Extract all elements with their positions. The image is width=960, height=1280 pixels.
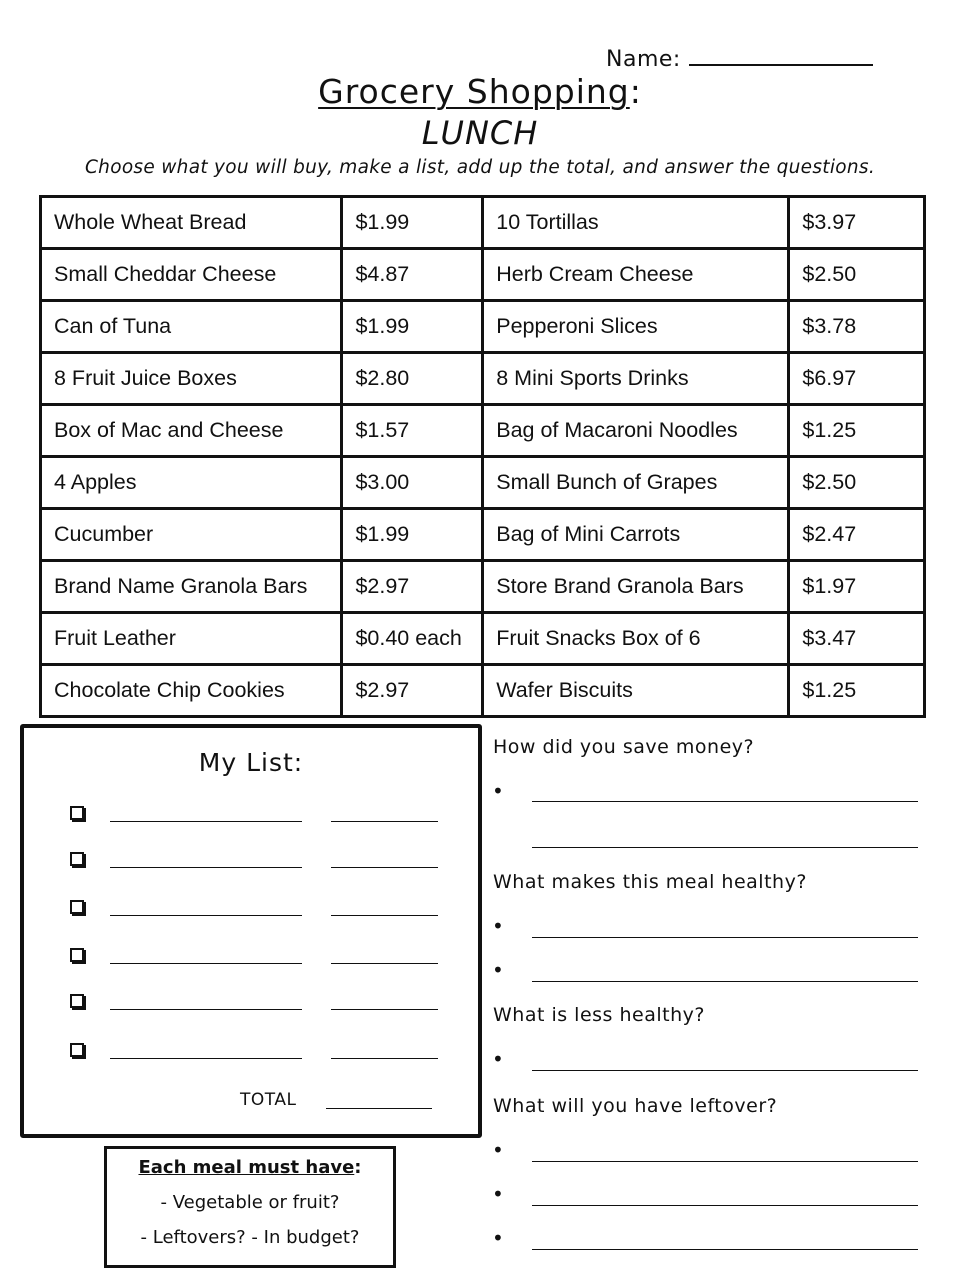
price-blank-line[interactable]: [331, 1058, 438, 1059]
price-row: [41, 249, 925, 301]
checkbox-icon[interactable]: [70, 994, 84, 1008]
meal-requirements-heading-colon: :: [354, 1157, 362, 1178]
price-blank-line[interactable]: [331, 963, 438, 964]
total-label: TOTAL: [240, 1090, 297, 1110]
price-table-body: [41, 197, 925, 717]
price-cell: $3.47: [789, 613, 925, 665]
item-name-cell: Box of Mac and Cheese: [41, 405, 342, 457]
answer-line[interactable]: [532, 1070, 918, 1071]
price-cell: $0.40 each: [342, 613, 483, 665]
item-name-cell: Fruit Snacks Box of 6: [483, 613, 789, 665]
item-name-cell: 8 Fruit Juice Boxes: [41, 353, 342, 405]
price-cell: $2.50: [789, 249, 925, 301]
meal-requirement-line: - Vegetable or fruit?: [160, 1192, 340, 1213]
price-cell: $2.47: [789, 509, 925, 561]
answer-line[interactable]: [532, 847, 918, 848]
item-name-cell: Wafer Biscuits: [483, 665, 789, 717]
item-blank-line[interactable]: [110, 963, 302, 964]
price-row: [41, 197, 925, 249]
item-blank-line[interactable]: [110, 1009, 302, 1010]
price-cell: $3.78: [789, 301, 925, 353]
price-cell: $2.80: [342, 353, 483, 405]
price-table: [39, 195, 926, 718]
checkbox-icon[interactable]: [70, 852, 84, 866]
item-name-cell: 8 Mini Sports Drinks: [483, 353, 789, 405]
question-healthy: What makes this meal healthy?: [493, 871, 807, 893]
item-name-cell: Fruit Leather: [41, 613, 342, 665]
price-row: [41, 353, 925, 405]
price-cell: $1.57: [342, 405, 483, 457]
price-cell: $1.25: [789, 405, 925, 457]
item-name-cell: Bag of Mini Carrots: [483, 509, 789, 561]
answer-line[interactable]: [532, 937, 918, 938]
price-row: [41, 561, 925, 613]
price-cell: $2.97: [342, 561, 483, 613]
item-name-cell: Brand Name Granola Bars: [41, 561, 342, 613]
price-row: [41, 301, 925, 353]
meal-requirements-heading: [107, 1157, 393, 1178]
item-blank-line[interactable]: [110, 867, 302, 868]
question-save-money: How did you save money?: [493, 736, 755, 758]
my-list-box: [20, 724, 482, 1138]
answer-line[interactable]: [532, 801, 918, 802]
bullet: •: [492, 1138, 504, 1162]
answer-line[interactable]: [532, 1249, 918, 1250]
price-cell: $3.97: [789, 197, 925, 249]
price-cell: $4.87: [342, 249, 483, 301]
price-cell: $1.99: [342, 301, 483, 353]
item-name-cell: 10 Tortillas: [483, 197, 789, 249]
question-leftover: What will you have leftover?: [493, 1095, 778, 1117]
bullet: •: [492, 958, 504, 982]
item-blank-line[interactable]: [110, 821, 302, 822]
meal-requirement-line: - Leftovers? - In budget?: [140, 1227, 360, 1248]
item-name-cell: Can of Tuna: [41, 301, 342, 353]
item-name-cell: Small Bunch of Grapes: [483, 457, 789, 509]
checkbox-icon[interactable]: [70, 1043, 84, 1057]
question-less-healthy: What is less healthy?: [493, 1004, 705, 1026]
price-row: [41, 613, 925, 665]
item-name-cell: Chocolate Chip Cookies: [41, 665, 342, 717]
item-name-cell: 4 Apples: [41, 457, 342, 509]
answer-line[interactable]: [532, 981, 918, 982]
name-field: [606, 46, 873, 72]
item-name-cell: Pepperoni Slices: [483, 301, 789, 353]
price-cell: $2.50: [789, 457, 925, 509]
price-cell: $6.97: [789, 353, 925, 405]
price-cell: $3.00: [342, 457, 483, 509]
price-cell: $1.99: [342, 509, 483, 561]
price-row: [41, 665, 925, 717]
name-label: Name:: [606, 47, 681, 72]
bullet: •: [492, 914, 504, 938]
item-name-cell: Cucumber: [41, 509, 342, 561]
name-blank-line[interactable]: [689, 46, 873, 66]
bullet: •: [492, 1182, 504, 1206]
page-title: [0, 72, 960, 111]
item-name-cell: Store Brand Granola Bars: [483, 561, 789, 613]
checkbox-icon[interactable]: [70, 900, 84, 914]
item-name-cell: Bag of Macaroni Noodles: [483, 405, 789, 457]
bullet: •: [492, 1047, 504, 1071]
price-cell: $1.99: [342, 197, 483, 249]
total-blank-line[interactable]: [326, 1108, 432, 1109]
price-blank-line[interactable]: [331, 915, 438, 916]
meal-requirements-box: [104, 1146, 396, 1268]
checkbox-icon[interactable]: [70, 948, 84, 962]
item-name-cell: Whole Wheat Bread: [41, 197, 342, 249]
price-row: [41, 405, 925, 457]
title-text: Grocery Shopping: [318, 72, 630, 111]
price-cell: $1.25: [789, 665, 925, 717]
bullet: •: [492, 779, 504, 803]
price-cell: $2.97: [342, 665, 483, 717]
price-blank-line[interactable]: [331, 1009, 438, 1010]
checkbox-icon[interactable]: [70, 806, 84, 820]
price-blank-line[interactable]: [331, 821, 438, 822]
price-row: [41, 509, 925, 561]
title-colon: :: [629, 72, 642, 111]
answer-line[interactable]: [532, 1205, 918, 1206]
item-blank-line[interactable]: [110, 1058, 302, 1059]
price-cell: $1.97: [789, 561, 925, 613]
price-blank-line[interactable]: [331, 867, 438, 868]
item-name-cell: Herb Cream Cheese: [483, 249, 789, 301]
item-name-cell: Small Cheddar Cheese: [41, 249, 342, 301]
meal-requirements-heading-text: Each meal must have: [138, 1157, 355, 1178]
bullet: •: [492, 1226, 504, 1250]
price-row: [41, 457, 925, 509]
instructions: Choose what you will buy, make a list, add up the total, and answer the questions.: [84, 157, 876, 178]
my-list-title: My List:: [198, 748, 304, 777]
answer-line[interactable]: [532, 1161, 918, 1162]
item-blank-line[interactable]: [110, 915, 302, 916]
page-subtitle: LUNCH: [421, 114, 539, 152]
